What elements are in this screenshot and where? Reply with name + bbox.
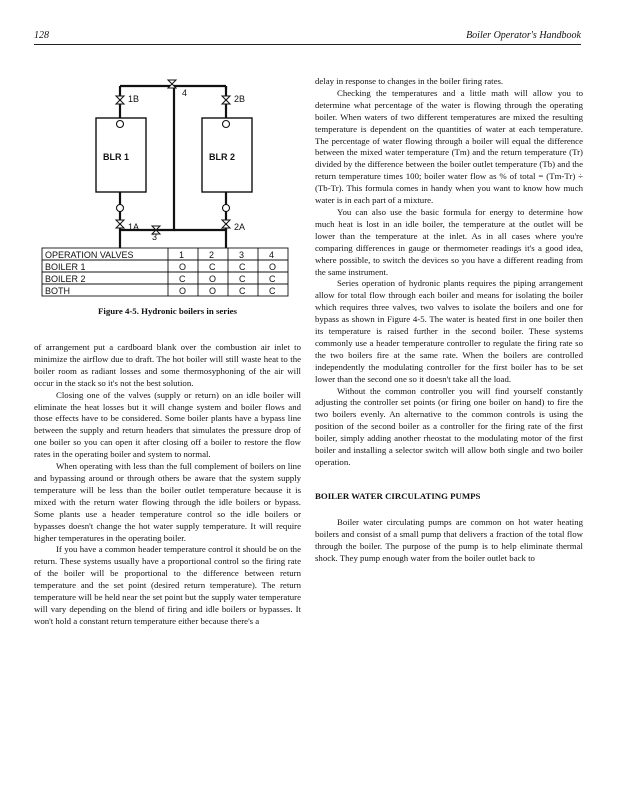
page-number: 128 — [34, 30, 49, 41]
section-heading: BOILER WATER CIRCULATING PUMPS — [315, 490, 481, 501]
right-paragraph-4: Series operation of hydronic plants requires the piping arrangement allow for total flow through each boiler and means for isolating the boiler which requires three valves, two valves to isolate the boilers and one for bypass as shown in Figure 4-5. The water is heated first in one boiler then its temperature is raised further in the second boiler. These systems commonly use a header temperature controller to regulate the firing rate so the two boilers fire at the same rate. When the boilers are controlled independently the modulating controller for the first boiler has to be set lower than the second one so it doesn't take all the load. — [315, 278, 583, 384]
table-header-label: OPERATION VALVES — [45, 250, 134, 260]
left-paragraph-1: of arrangement put a cardboard blank over the combustion air inlet to minimize the airflow due to draft. The hot boiler will still waste heat to the boiler room as radiant losses and some thermosyphoning of the air will occur in the stack so it's not the best solution. — [34, 342, 301, 388]
boiler-2-label: BLR 2 — [209, 152, 236, 162]
valve-3-label: 3 — [152, 232, 158, 242]
valve-4-icon — [168, 80, 176, 88]
table-row-both-v3: C — [239, 286, 246, 296]
table-row-boiler2-v1: C — [179, 274, 186, 284]
valve-4-label: 4 — [182, 88, 188, 98]
table-row-boiler2-v2: O — [209, 274, 217, 284]
left-paragraph-3: When operating with less than the full complement of boilers on line and bypassing around or through others be aware that the system supply temperature will be less than the boiler outlet temperature because it is mixed with the return water flowing through the idle boilers or bypass. Some plants use a header temperature control so the idle boilers or bypasses doesn't change the hot water supply temperature. It will require higher temperatures in the operating boiler. — [34, 461, 301, 543]
left-paragraph-4: If you have a common header temperature control it should be on the return. These systems usually have a proportional control so the firing rate of the boiler will be proportional to the difference between return temperature and the set point (desired return temperature). The return temperature will be held near the set point but the supply water temperature will vary depending on the blend of firing and idle boilers or bypasses. It won't hold a constant return temperature either because there's a — [34, 544, 301, 626]
right-column — [315, 76, 583, 564]
table-row-boiler2-v3: C — [239, 274, 246, 284]
table-row-boiler1-v3: C — [239, 262, 246, 272]
right-paragraph-5: Without the common controller you will find yourself constantly adjusting the controller set points (or firing one boiler on hand) to fire the two boilers evenly. An alternative to the common controls is using the position of the second boiler as a controller for the firing rate of the first boiler, simply adding another rheostat to the modulating motor of the first boiler and installing a selector switch will allow both single and two boiler operation. — [315, 385, 583, 467]
boiler1-bottom-fitting — [117, 205, 124, 212]
table-header-col1: 1 — [179, 250, 185, 260]
valve-1a-icon — [116, 220, 124, 228]
valve-2b-label: 2B — [234, 94, 246, 104]
table-row-both-v4: C — [269, 286, 276, 296]
right-paragraph-2: Checking the temperatures and a little math will allow you to determine what percentage of the water is flowing through the operating boiler. When waters of two different temperatures are mixed the resulting temperature is dependent on the quantities of water at each temperature. The percentage of water flowing through a boiler will equal the difference between the mixed water temperature (Tm) and the return temperature (Tr) divided by the difference between the boiler outlet temperature (Tb) and the return temperature times 100; boiler water flow as % of total = (Tm-Tr) ÷ (Tb-Tr). This formula comes in handy when you want to know how much water is in each part of a mixture. — [315, 87, 583, 206]
table-header-col4: 4 — [269, 250, 275, 260]
valve-2b-icon — [222, 96, 230, 104]
boiler2-top-fitting — [223, 121, 230, 128]
table-row-boiler1-label: BOILER 1 — [45, 262, 86, 272]
boiler1-top-fitting — [117, 121, 124, 128]
table-row-both-v2: O — [209, 286, 217, 296]
boiler-1-label: BLR 1 — [103, 152, 130, 162]
valve-2a-icon — [222, 220, 230, 228]
right-paragraph-6: Boiler water circulating pumps are common on hot water heating boilers and consist of a small pump that delivers a fraction of the total flow through the boiler. The purpose of the pump is to help eliminate thermal shock. They pump enough water from the boiler outlet back to — [315, 516, 583, 563]
bottom-right-pipe — [174, 230, 226, 248]
table-header-col3: 3 — [239, 250, 245, 260]
right-paragraph-1: delay in response to changes in the boiler firing rates. — [315, 76, 504, 86]
table-row-boiler2-v4: C — [269, 274, 276, 284]
table-row-boiler1-v2: C — [209, 262, 216, 272]
boiler2-bottom-fitting — [223, 205, 230, 212]
table-row-boiler1-v1: O — [179, 262, 187, 272]
table-header-col2: 2 — [209, 250, 215, 260]
left-column — [34, 342, 301, 628]
table-row-both-v1: O — [179, 286, 187, 296]
header-rule — [34, 44, 581, 45]
running-title: Boiler Operator's Handbook — [466, 30, 581, 41]
valve-1b-label: 1B — [128, 94, 140, 104]
right-paragraph-3: You can also use the basic formula for energy to determine how much heat is lost in an idle boiler, the temperature at the outlet will be lower than the temperature at the inlet. As in all cases where you're comparing differences in gauge or thermometer readings it's a good idea, where possible, to switch the devices so you have a different reading from the same instrument. — [315, 206, 583, 277]
table-row-boiler1-v4: O — [269, 262, 277, 272]
valve-1b-icon — [116, 96, 124, 104]
table-row-both-label: BOTH — [45, 286, 71, 296]
table-row-boiler2-label: BOILER 2 — [45, 274, 86, 284]
hydronic-boilers-diagram — [40, 62, 298, 302]
figure-caption: Figure 4-5. Hydronic boilers in series — [98, 306, 237, 316]
valve-1a-label: 1A — [128, 222, 140, 232]
left-paragraph-2: Closing one of the valves (supply or return) on an idle boiler will eliminate the heat losses but it will change system and boiler flows and those effects have to be considered. Some boiler plants have a bypass line between the supply and return headers that simulates the pressure drop of one boiler so you can open it after closing off a boiler to restore the flow rates in the operating boiler and system to normal. — [34, 389, 301, 460]
valve-2a-label: 2A — [234, 222, 246, 232]
